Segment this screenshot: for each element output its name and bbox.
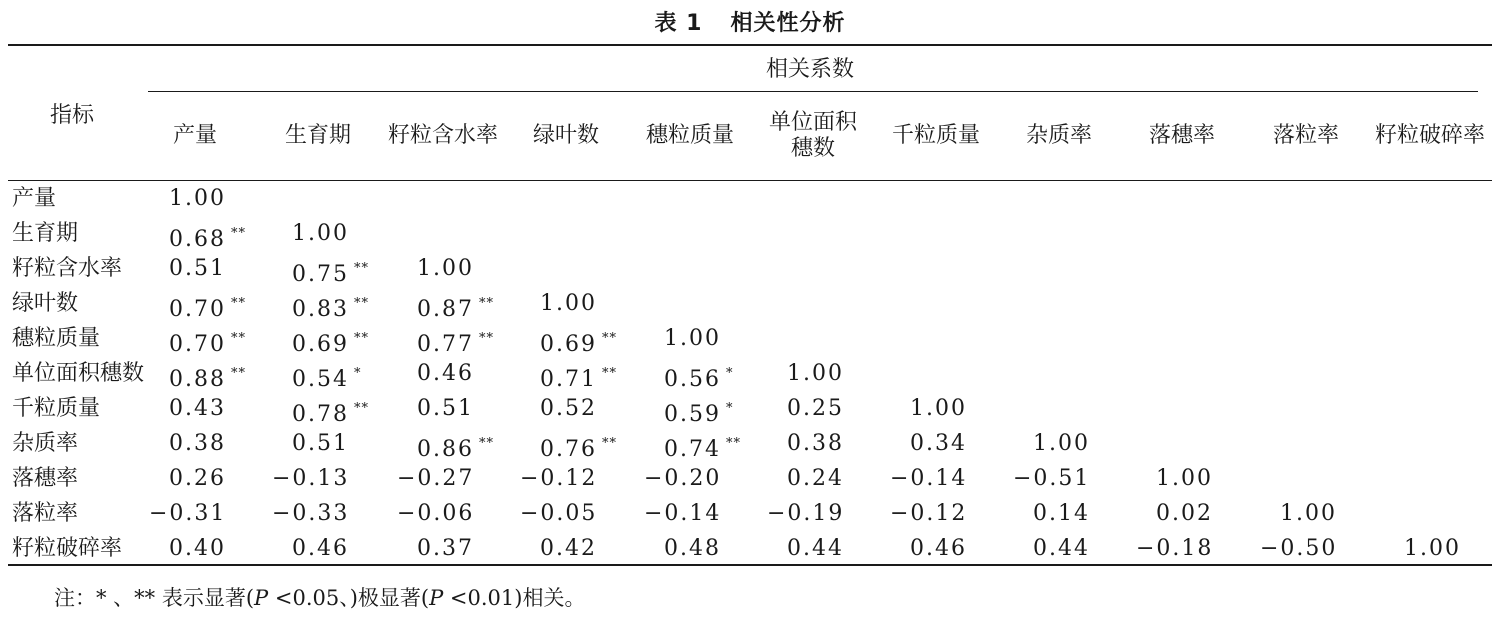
row-label: 生育期: [12, 221, 79, 246]
cell-value: 0.37: [417, 536, 474, 561]
table-cell: [1013, 467, 1090, 491]
table-cell: [664, 432, 741, 462]
cell-value: 0.34: [910, 431, 967, 456]
table-cell: [1033, 537, 1090, 561]
significance-mark: **: [478, 436, 494, 451]
table-cell: [767, 502, 844, 526]
table-cell: [664, 327, 721, 351]
table-cell: [292, 257, 369, 287]
note-p2-rest: <0.01)相关。: [443, 586, 586, 610]
significance-mark: **: [230, 296, 246, 311]
significance-mark: **: [230, 226, 246, 241]
cell-value: −0.33: [272, 501, 350, 526]
table-cell: [787, 467, 844, 491]
cell-value: 0.70: [169, 297, 226, 322]
table-cell: [292, 432, 349, 456]
table-cell: [417, 432, 494, 462]
table-cell: [292, 397, 369, 427]
cell-value: 0.52: [540, 396, 597, 421]
cell-value: 0.54: [292, 367, 349, 392]
table-note: [54, 586, 585, 610]
table-cell: [644, 467, 721, 491]
cell-value: 0.43: [169, 396, 226, 421]
table-cell: [1156, 502, 1213, 526]
cell-value: −0.13: [272, 466, 350, 491]
column-header: 千粒质量: [891, 123, 980, 148]
table-cell: [890, 467, 967, 491]
cell-value: 0.44: [787, 536, 844, 561]
table-cell: [1404, 537, 1461, 561]
significance-mark: *: [725, 366, 734, 381]
cell-value: −0.27: [397, 466, 475, 491]
cell-value: 1.00: [1033, 431, 1090, 456]
cell-value: 1.00: [787, 361, 844, 386]
table-cell: [1136, 537, 1213, 561]
row-label: 籽粒含水率: [12, 256, 123, 281]
cell-value: 1.00: [417, 256, 474, 281]
cell-value: −0.20: [644, 466, 722, 491]
group-header-rule: [148, 91, 1478, 92]
cell-value: 0.68: [169, 227, 226, 252]
cell-value: 1.00: [1280, 501, 1337, 526]
table-cell: [910, 537, 967, 561]
cell-value: −0.18: [1136, 536, 1214, 561]
cell-value: 0.51: [169, 256, 226, 281]
table-cell: [169, 397, 226, 421]
table-title: [0, 6, 1500, 37]
cell-value: 0.51: [417, 396, 474, 421]
cell-value: 0.14: [1033, 501, 1090, 526]
table-cell: [540, 432, 617, 462]
table-cell: [1260, 537, 1337, 561]
table-cell: [910, 432, 967, 456]
cell-value: 0.74: [664, 437, 721, 462]
table-cell: [1033, 502, 1090, 526]
table-cell: [664, 537, 721, 561]
cell-value: 1.00: [169, 186, 226, 211]
cell-value: 0.78: [292, 402, 349, 427]
table-cell: [1280, 502, 1337, 526]
table-cell: [272, 467, 349, 491]
row-label: 籽粒破碎率: [12, 536, 123, 561]
significance-mark: **: [725, 436, 741, 451]
table-cell: [169, 432, 226, 456]
significance-mark: **: [230, 366, 246, 381]
table-cell: [417, 397, 474, 421]
table-cell: [169, 292, 246, 322]
table-cell: [910, 397, 967, 421]
cell-value: −0.06: [397, 501, 475, 526]
table-cell: [292, 222, 349, 246]
table-cell: [540, 292, 597, 316]
table-cell: [292, 537, 349, 561]
table-cell: [644, 502, 721, 526]
table-cell: [292, 292, 369, 322]
cell-value: 0.44: [1033, 536, 1090, 561]
significance-mark: **: [478, 331, 494, 346]
cell-value: 0.69: [292, 332, 349, 357]
significance-mark: **: [478, 296, 494, 311]
cell-value: 0.71: [540, 367, 597, 392]
note-p1-rest: <0.05、)极显著(: [268, 586, 430, 610]
cell-value: −0.31: [149, 501, 227, 526]
column-header: 籽粒含水率: [387, 123, 498, 148]
table-cell: [664, 397, 733, 427]
significance-mark: **: [601, 366, 617, 381]
bottom-rule: [8, 564, 1492, 566]
table-number: 表 1: [654, 11, 703, 36]
cell-value: 0.25: [787, 396, 844, 421]
table-cell: [417, 257, 474, 281]
row-label: 绿叶数: [12, 291, 79, 316]
cell-value: 0.46: [292, 536, 349, 561]
cell-value: 0.59: [664, 402, 721, 427]
significance-mark: **: [601, 436, 617, 451]
table-cell: [540, 397, 597, 421]
table-cell: [1033, 432, 1090, 456]
cell-value: −0.12: [890, 501, 968, 526]
table-cell: [169, 362, 246, 392]
cell-value: 0.76: [540, 437, 597, 462]
note-prefix: 注：: [54, 586, 96, 610]
cell-value: −0.14: [644, 501, 722, 526]
row-label: 千粒质量: [12, 396, 101, 421]
table-cell: [787, 397, 844, 421]
note-p1-var: P: [254, 586, 269, 610]
cell-value: 1.00: [1156, 466, 1213, 491]
cell-value: 0.77: [417, 332, 474, 357]
table-cell: [292, 327, 369, 357]
table-caption: 相关性分析: [730, 11, 846, 36]
cell-value: −0.51: [1013, 466, 1091, 491]
table-cell: [787, 432, 844, 456]
cell-value: −0.50: [1260, 536, 1338, 561]
cell-value: 0.75: [292, 262, 349, 287]
cell-value: 0.51: [292, 431, 349, 456]
note-stars: * 、** 表示显著(: [96, 586, 255, 610]
table-cell: [169, 222, 246, 252]
row-label: 杂质率: [12, 431, 79, 456]
table-cell: [1156, 467, 1213, 491]
cell-value: 0.88: [169, 367, 226, 392]
table-cell: [540, 327, 617, 357]
cell-value: −0.12: [520, 466, 598, 491]
significance-mark: **: [230, 331, 246, 346]
cell-value: 0.56: [664, 367, 721, 392]
row-label: 穗粒质量: [12, 326, 101, 351]
note-p2-var: P: [429, 586, 444, 610]
column-header: 产量: [172, 123, 217, 148]
cell-value: 1.00: [664, 326, 721, 351]
table-cell: [397, 467, 474, 491]
row-label: 产量: [12, 186, 57, 211]
cell-value: 0.38: [169, 431, 226, 456]
cell-value: 0.46: [910, 536, 967, 561]
cell-value: 0.40: [169, 536, 226, 561]
cell-value: 0.87: [417, 297, 474, 322]
significance-mark: *: [725, 401, 734, 416]
table-cell: [520, 502, 597, 526]
significance-mark: **: [353, 331, 369, 346]
table-cell: [787, 537, 844, 561]
cell-value: 0.02: [1156, 501, 1213, 526]
cell-value: 0.26: [169, 466, 226, 491]
table-cell: [540, 362, 617, 392]
column-header: 穗粒质量: [645, 123, 734, 148]
row-label: 落粒率: [12, 501, 79, 526]
table-cell: [417, 537, 474, 561]
table-cell: [169, 537, 226, 561]
significance-mark: **: [353, 261, 369, 276]
table-cell: [890, 502, 967, 526]
cell-value: 0.24: [787, 466, 844, 491]
significance-mark: **: [353, 296, 369, 311]
table-cell: [292, 362, 361, 392]
row-label: 落穗率: [12, 466, 79, 491]
row-label: 单位面积穗数: [12, 361, 145, 386]
significance-mark: *: [353, 366, 362, 381]
cell-value: 1.00: [292, 221, 349, 246]
table-cell: [540, 537, 597, 561]
cell-value: −0.05: [520, 501, 598, 526]
table-cell: [417, 327, 494, 357]
cell-value: 0.46: [417, 361, 474, 386]
table-cell: [169, 467, 226, 491]
column-header: 落穗率: [1148, 123, 1215, 148]
cell-value: 0.69: [540, 332, 597, 357]
significance-mark: **: [601, 331, 617, 346]
index-header: 指标: [49, 103, 94, 128]
table-cell: [520, 467, 597, 491]
top-rule: [8, 44, 1492, 46]
header-bottom-rule: [8, 180, 1492, 181]
cell-value: 0.38: [787, 431, 844, 456]
table-cell: [664, 362, 733, 392]
cell-value: 0.70: [169, 332, 226, 357]
table-cell: [149, 502, 226, 526]
group-header: 相关系数: [765, 57, 854, 82]
cell-value: 0.86: [417, 437, 474, 462]
table-cell: [417, 292, 494, 322]
cell-value: 1.00: [910, 396, 967, 421]
table-cell: [169, 257, 226, 281]
cell-value: 1.00: [540, 291, 597, 316]
column-header: 落粒率: [1272, 123, 1339, 148]
table-cell: [169, 327, 246, 357]
column-header: 生育期: [284, 123, 351, 148]
significance-mark: **: [353, 401, 369, 416]
column-header: 绿叶数: [532, 123, 599, 148]
column-header: 杂质率: [1025, 123, 1092, 148]
table-cell: [169, 187, 226, 211]
cell-value: 1.00: [1404, 536, 1461, 561]
column-header: 籽粒破碎率: [1374, 123, 1485, 148]
table-cell: [787, 362, 844, 386]
column-header: 单位面积 穗数: [768, 110, 857, 161]
table-cell: [272, 502, 349, 526]
cell-value: −0.14: [890, 466, 968, 491]
cell-value: −0.19: [767, 501, 845, 526]
cell-value: 0.48: [664, 536, 721, 561]
cell-value: 0.83: [292, 297, 349, 322]
table-cell: [417, 362, 474, 386]
cell-value: 0.42: [540, 536, 597, 561]
table-cell: [397, 502, 474, 526]
